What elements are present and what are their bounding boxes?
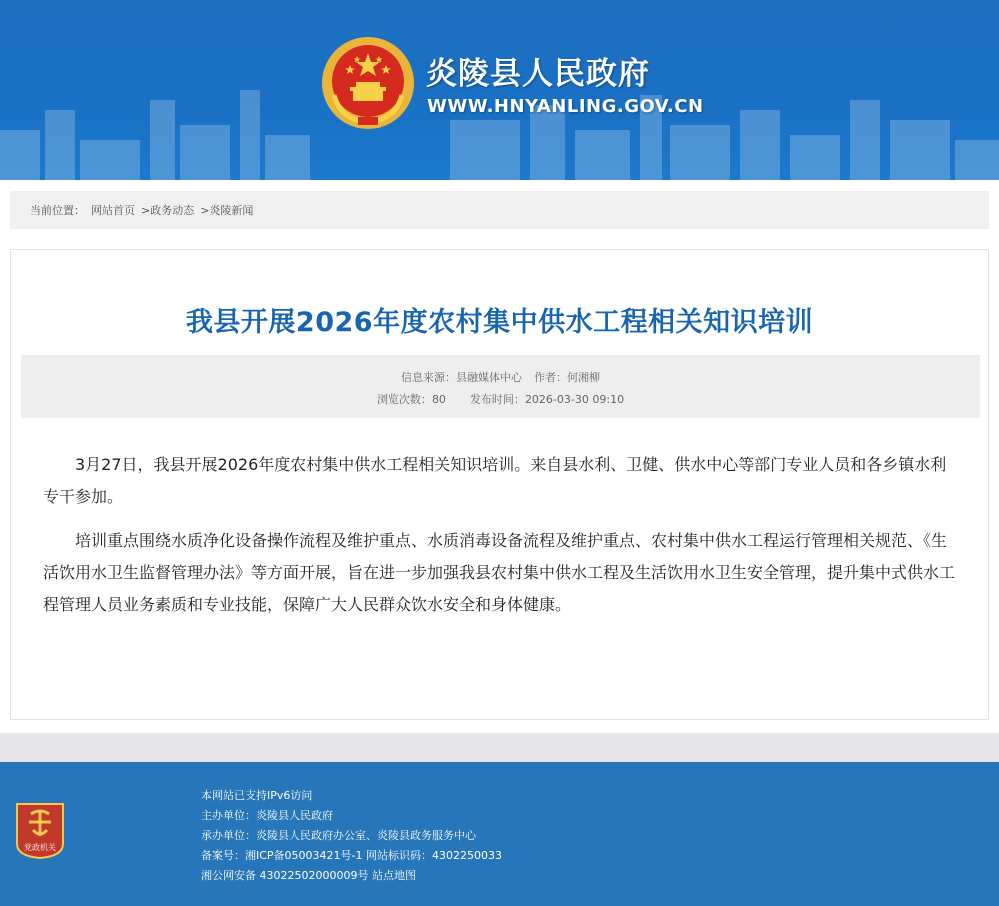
badge-text: 党政机关 [24,843,56,852]
national-emblem-logo[interactable] [320,35,416,131]
breadcrumb-home-link[interactable]: 网站首页 [91,204,135,217]
views-count: 80 [431,393,446,406]
sitemap-link[interactable]: 站点地图 [371,869,416,882]
article-card [10,249,989,720]
ipv6-notice: 本网站已支持IPv6访问 [201,789,313,802]
site-header [0,0,999,180]
organizer-unit: 承办单位：炎陵县人民政府办公室、炎陵县政务服务中心 [201,829,476,842]
publish-label: 发布时间： [469,393,525,406]
article-meta [21,355,980,418]
source-value: 县融媒体中心 [456,371,522,384]
police-record-link[interactable]: 湘公网安备 43022502000009号 [201,869,369,882]
publish-time: 2026-03-30 09:10 [524,393,625,406]
party-government-badge-icon[interactable] [13,800,67,860]
breadcrumb [10,191,989,229]
footer-info [201,786,502,886]
author-value: 何湘柳 [567,371,600,384]
site-title[interactable]: 炎陵县人民政府 [426,56,650,92]
icp-record[interactable]: 备案号：湘ICP备05003421号-1 网站标识码：4302250033 [201,849,502,862]
views-label: 浏览次数： [376,393,432,406]
breadcrumb-news-link[interactable]: >炎陵新闻 [200,204,254,217]
host-unit: 主办单位：炎陵县人民政府 [201,809,333,822]
breadcrumb-affairs-link[interactable]: >政务动态 [141,204,195,217]
footer-divider-band [0,733,999,762]
article-title: 我县开展2026年度农村集中供水工程相关知识培训 [185,307,814,338]
article-paragraph: 3月27日，我县开展2026年度农村集中供水工程相关知识培训。来自县水利、卫健、供水中心等部门专业人员和各乡镇水利专干参加。 [43,455,947,506]
author-label: 作者： [534,371,567,384]
article-paragraph: 培训重点围绕水质净化设备操作流程及维护重点、水质消毒设备流程及维护重点、农村集中供水工程运行管理相关规范、《生活饮用水卫生监督管理办法》等方面开展，旨在进一步加强我县农村集中供水工程及生活饮用水卫生安全管理，提升集中式供水工程管理人员业务素质和专业技能，保障广大人民群众饮水安全和身体健康。 [43,531,956,614]
source-label: 信息来源： [401,371,456,384]
site-url[interactable]: WWW.HNYANLING.GOV.CN [427,96,704,117]
breadcrumb-label: 当前位置： [30,204,85,217]
article-body [43,449,958,633]
